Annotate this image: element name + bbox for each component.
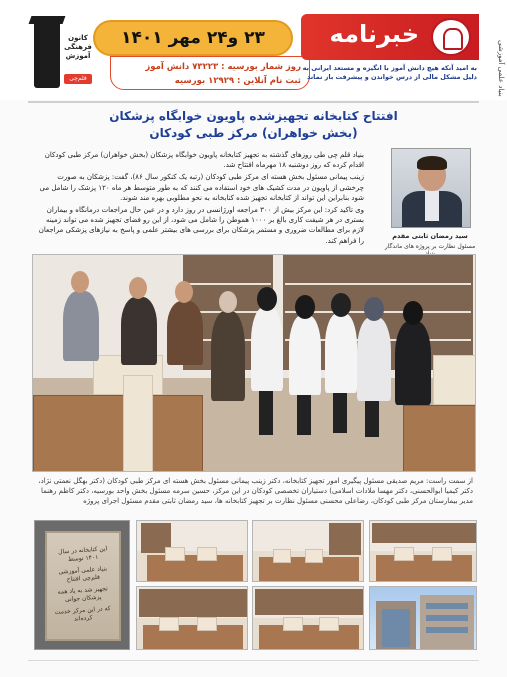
paragraph: زینب پیمانی مسئول بخش هسته ای مرکز طبی کودکان (رتبه یک کنکور سال ۸۶)، گفت: پزشکان به صورت چرخشی از پاویون در مدت کشیک های خود استفاده می کنند که به طور متوسط هر ماه ۱۲۰ پزشک را شامل می شود بنابراین این تواند از کتابخانه تجهیز شده کتابخانه به نحو مطلوبی بهره مند شوند. bbox=[39, 173, 364, 202]
plaque-text: تجهیز شد به یاد همه پزشکان جوانی bbox=[57, 585, 108, 604]
library-photo bbox=[252, 520, 364, 582]
stats-box bbox=[110, 56, 310, 90]
hospital-building-photo bbox=[369, 586, 477, 650]
paragraph: وی تاکید کرد: این مرکز بیش از ۳۰۰ مراجعه اورژانسی در روز دارد و در عین حال مراجعات درمانگاه و بیماران بستری در هر شیفت کاری بالغ بر ۱۰۰۰ هموطن را شامل می شود، از این رو فضای تجهیز شده می تواند زمینه لازم برای مطالعات ضروری و مستمر پزشکان برای بررسی های بیشتر علمی و پاسخ به نیازهای پزشکی مراجعان را فراهم کند. bbox=[38, 206, 364, 245]
main-photo bbox=[32, 254, 476, 472]
kanoon-logo-text: کانون فرهنگی آموزش bbox=[64, 34, 92, 60]
scholarship-counter: روز شمار بورسیه : ۷۳۲۲۳ دانش آموز bbox=[145, 62, 301, 72]
library-photo bbox=[369, 520, 477, 582]
person bbox=[393, 299, 433, 449]
desk-divider bbox=[433, 355, 476, 405]
person bbox=[287, 293, 323, 443]
masthead bbox=[0, 0, 507, 100]
newsletter-brand bbox=[301, 14, 479, 60]
slogan: به امید آنکه هیچ دانش آموز با انگیزه و مستعد ایرانی به دلیل مشکل مالی از درس خواندن و پیشرفت باز نماند bbox=[302, 64, 477, 81]
graduate-icon bbox=[34, 18, 60, 88]
person bbox=[165, 277, 205, 427]
portrait-shirt bbox=[425, 191, 439, 221]
plaque bbox=[45, 531, 121, 641]
newsletter-title: خبرنامه bbox=[329, 20, 419, 48]
person bbox=[249, 285, 285, 445]
online-registration-counter: ثبت نام آنلاین : ۱۲۹۲۹ بورسیه bbox=[174, 76, 301, 86]
headline-line-1: افتتاح کتابخانه تجهیزشده پاویون خوابگاه پزشکان bbox=[109, 109, 398, 123]
plaque-text: بنیاد علمی آموزشی قلم‌چی افتتاح bbox=[58, 565, 108, 584]
article-headline bbox=[30, 108, 477, 142]
kanoon-logo bbox=[28, 12, 92, 90]
date-banner bbox=[93, 20, 293, 56]
library-photo bbox=[136, 586, 248, 650]
plaque-photo bbox=[34, 520, 130, 650]
header-divider bbox=[28, 101, 479, 103]
kanoon-logo-badge: قلم‌چی bbox=[64, 74, 92, 84]
issue-date: ۲۳ و۲۴ مهر ۱۴۰۱ bbox=[121, 28, 265, 48]
foundation-emblem-icon bbox=[431, 18, 471, 56]
plaque-text: این کتابخانه در سال ۱۴۰۱ توسط bbox=[57, 545, 108, 564]
portrait-hair bbox=[417, 156, 447, 170]
foundation-side-label: بنیاد علمی آموزشی bbox=[497, 40, 505, 97]
person bbox=[209, 289, 247, 439]
footer-divider bbox=[28, 660, 479, 661]
library-photo bbox=[136, 520, 248, 582]
photo-caption: از سمت راست: مریم صدیقی مسئول پیگیری امور تجهیز کتابخانه، دکتر زینب پیمانی مسئول بخش هسته ای مرکز طبی کودکان (دکتر بهگل نعمتی نژاد، دکتر کیمیا ابوالحسنی، دکتر مهسا ملادات اسلامی) دستیاران تخصصی کودکان در این مرکز، حسین سرمه مسئول بخش واحد بورسیه، دکتر کاظم رهنما مدیر بیمارستان مرکز طبی کودکان، رضاعلی محسنی مسئول نظارت بر تجهیز کتابخانه ها، سید رمضان ثابتی مقدم مسئول اجرای پروژه bbox=[38, 477, 473, 505]
plaque-text: که در این مرکز خدمت کرده‌اند bbox=[54, 605, 111, 623]
article-body bbox=[34, 150, 364, 248]
person bbox=[61, 267, 101, 417]
paragraph: بنیاد قلم چی طی روزهای گذشته به تجهیز کتابخانه پاویون خوابگاه پزشکان (بخش خواهران) مرکز طبی کودکان اقدام کرده که روز دوشنبه ۱۸ مهرماه افتتاح شد. bbox=[44, 151, 364, 170]
portrait-role: مسئول نظارت بر پروژه های ماندگار bbox=[384, 243, 476, 250]
person bbox=[323, 291, 359, 441]
person bbox=[355, 295, 393, 445]
portrait-photo bbox=[391, 148, 471, 228]
portrait-name: سید رمضان ثابتی مقدم bbox=[392, 232, 468, 240]
headline-line-2: (بخش خواهران) مرکز طبی کودکان bbox=[149, 126, 358, 140]
person bbox=[119, 273, 159, 423]
library-photo bbox=[252, 586, 364, 650]
